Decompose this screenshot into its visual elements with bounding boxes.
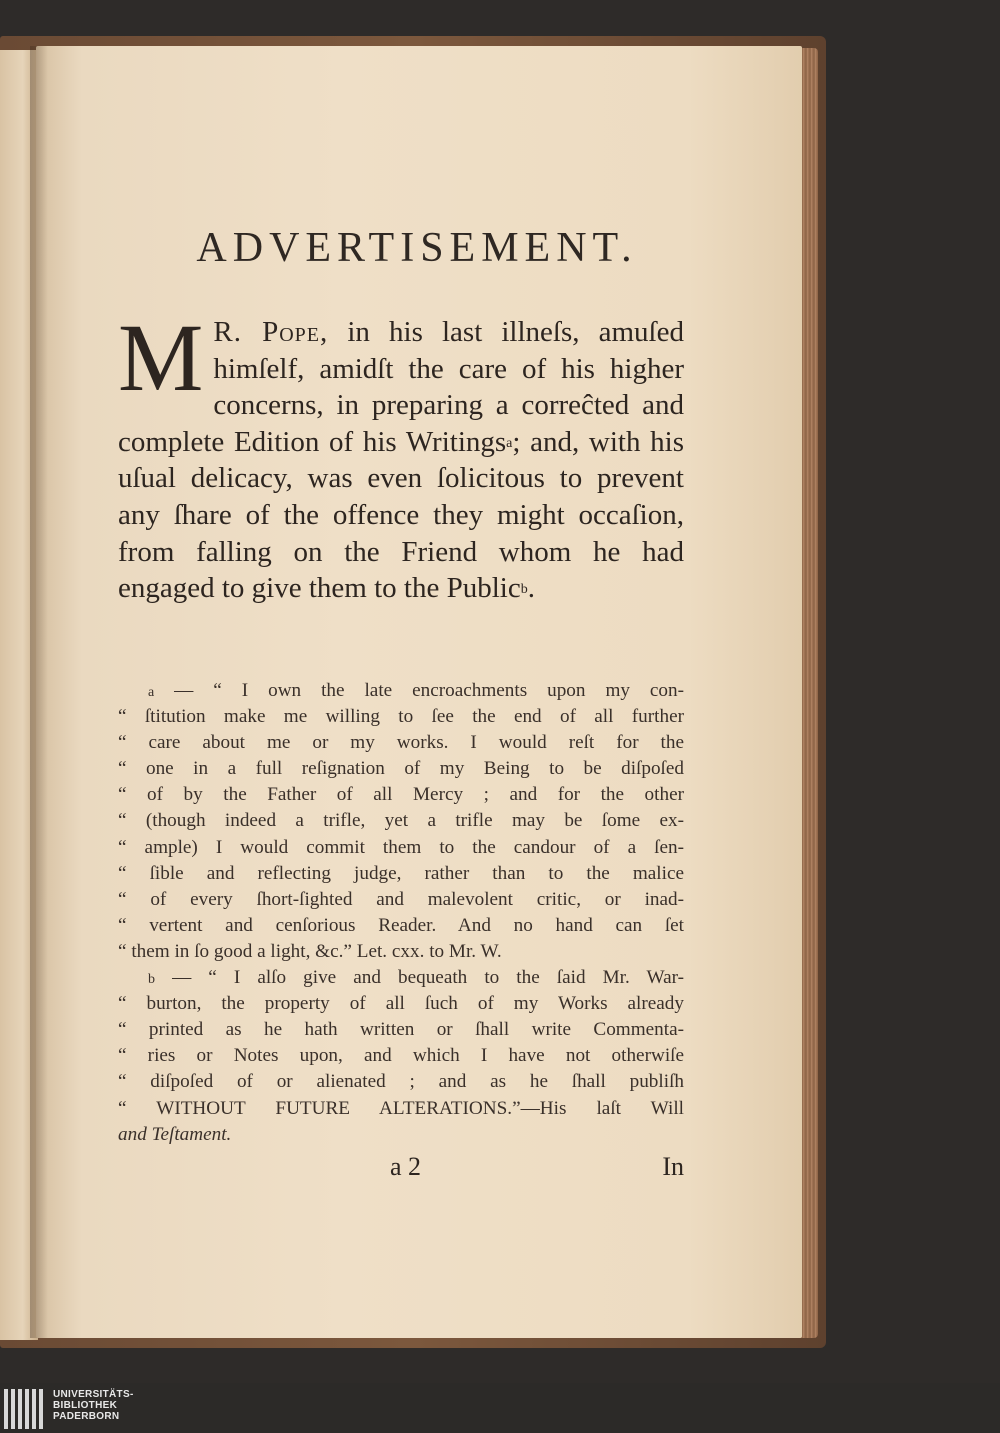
gutter-shadow [30, 46, 48, 1338]
signature-mark: a 2 [390, 1152, 422, 1181]
catchword: In [662, 1152, 684, 1181]
footnote-line: “ of every ſhort-ſighted and malevolent critic, or inad- [118, 888, 684, 910]
footnote-marker-a: a [148, 685, 155, 700]
footnote-line: “ ſible and reflecting judge, rather than to the malice [118, 862, 684, 884]
footnote-line: “ burton, the property of all ſuch of my Works already [118, 993, 684, 1015]
footnote-ref-a: a [506, 435, 513, 451]
footnote-line: “ (though indeed a trifle, yet a trifle may be ſome ex- [118, 810, 684, 832]
footnote-line: and Teſtament. [118, 1123, 232, 1145]
footnote-line: “ of by the Father of all Mercy ; and for the other [118, 784, 684, 806]
body-text-2: ; and, with his uſual delicacy, was even ſolicitous to prevent any ſhare of the offence they might occaſion, from falling on the Friend whom he had engaged to give them to the Public [118, 425, 684, 605]
footnote-line: “ ries or Notes upon, and which I have not otherwiſe [118, 1045, 684, 1067]
footnote-line: “ ample) I would commit them to the candour of a ſen- [118, 836, 684, 858]
footnote-line: “ printed as he hath written or ſhall write Commenta- [118, 1019, 684, 1041]
footnote-line: “ ſtitution make me willing to ſee the end of all further [118, 706, 684, 728]
body-text-1: in his last illneſs, amuſed himſelf, amidſt the care of his higher concerns, in preparing a correĉted and complete Edition of his Writings [118, 316, 684, 458]
footnotes [118, 678, 684, 1148]
run-in-name: R. Pope, [213, 316, 329, 348]
library-logo-text: UNIVERSITÄTS- BIBLIOTHEK PADERBORN [53, 1389, 134, 1422]
library-logo-icon [4, 1387, 46, 1429]
footnote-line: “ vertent and cenſorious Reader. And no hand can ſet [118, 914, 684, 936]
footnote-line: “ care about me or my works. I would reſt for the [118, 732, 684, 754]
footnote-line: “ them in ſo good a light, &c.” Let. cxx. to Mr. W. [118, 940, 502, 962]
library-logo-bar [0, 1383, 1000, 1433]
page-footer [118, 1152, 684, 1186]
footnote-marker-b: b [148, 972, 155, 988]
body-paragraph [118, 304, 684, 607]
footnote-line: “ one in a full reſignation of my Being to be diſpoſed [118, 758, 684, 780]
footnote-ref-b: b [520, 582, 528, 598]
footnote-line: $^a$ — “ I own the late encroachments upon my con- [148, 680, 684, 701]
page-title: ADVERTISEMENT. [196, 225, 638, 271]
footnote-line: $^b$ — “ I alſo give and bequeath to the ſaid Mr. War- [148, 967, 684, 989]
footnote-line: “ diſpoſed of or alienated ; and as he ſhall publiſh [118, 1071, 684, 1093]
drop-cap: M [118, 304, 204, 411]
body-text-3: . [527, 572, 535, 605]
footnote-line: “ WITHOUT FUTURE ALTERATIONS.”—His laſt Will [118, 1097, 684, 1119]
book-page [36, 46, 802, 1338]
